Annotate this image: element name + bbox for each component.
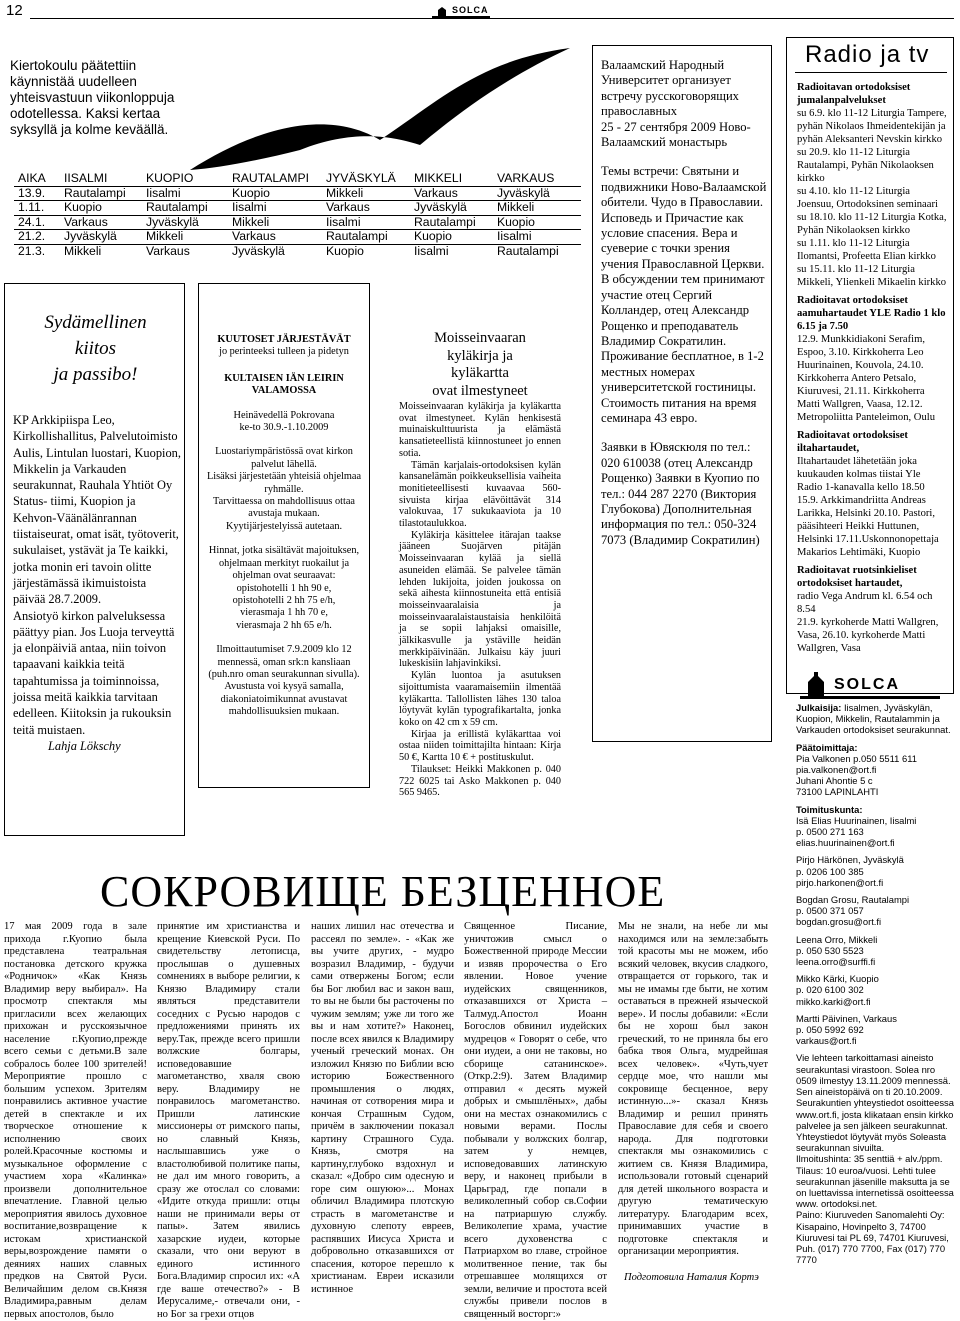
schedule-cell: Kuopio bbox=[60, 201, 142, 216]
book-title-line: Moisseinvaaran bbox=[434, 330, 526, 346]
schedule-cell: 24.1. bbox=[14, 215, 60, 230]
colophon-line: Mikko Kärki, Kuopio bbox=[796, 973, 879, 985]
valaam-box bbox=[592, 45, 772, 742]
book-title-line: kyläkartta bbox=[451, 365, 509, 381]
camp-place: Heinävedellä Pokrovana bbox=[233, 409, 335, 421]
colophon-line: p. 050 530 5523 bbox=[796, 944, 864, 956]
colophon-line: p. 0500 271 163 bbox=[796, 826, 864, 838]
book-paragraph: Kylän luontoa ja asutuksen sijoittumista vaaramaisemiin ilmentää kyläkartta. Tallollisten lähes 130 taloa löytyvät kylän typografikartalta, jonka koko on 42 cm x 59 cm. bbox=[399, 670, 561, 728]
schedule-cell: Kuopio bbox=[493, 215, 581, 230]
book-body bbox=[399, 401, 561, 799]
colophon-line: bogdan.grosu@ort.fi bbox=[796, 916, 882, 928]
camp-price: vierasmaja 2 hh 65 e/h. bbox=[236, 619, 332, 631]
header-rule bbox=[30, 18, 954, 19]
thanks-title-line: kiitos bbox=[74, 338, 117, 359]
schedule-cell: Kuopio bbox=[410, 230, 493, 245]
colophon-line: leena.orro@surffi.fi bbox=[796, 956, 876, 968]
schedule-cell: Mikkeli bbox=[228, 215, 322, 230]
radio-item: su 6.9. klo 11-12 Liturgia Tampere, pyhän Nikolaos Ihmeidentekijän ja pyhän Aleksanteri Nevskin kirkko bbox=[797, 108, 947, 145]
schedule-cell: Rautalampi bbox=[322, 230, 410, 245]
schedule-cell: Mikkeli bbox=[64, 243, 102, 258]
book-paragraph: Kirjaa ja erillistä kyläkarttaa voi ostaa niiden toimittajilta hintaan: Kirja 50 €, Kartta 10 € + postituskulut. bbox=[399, 728, 561, 764]
schedule-cell: Varkaus bbox=[322, 201, 410, 216]
schedule-cell: Rautalampi bbox=[497, 243, 559, 258]
radio-item: su 18.10. klo 11-12 Liturgia Kotka, Pyhän Nikolaoksen kirkko bbox=[797, 212, 947, 236]
book-paragraph: Tämän karjalais-ortodoksisen kylän kansanelämän poikkeuksellisia vaiheita monitieteellisesti kuvaavaa 560-sivuista kirjaa elävöittävät 314 valokuvaa, 17 sukukaaviota ja 10 tilastotaulukkoa. bbox=[399, 459, 561, 530]
thanks-title-line: ja passibo! bbox=[53, 364, 138, 385]
thanks-box bbox=[4, 283, 185, 836]
radio-heading: Radioitavat ortodoksiset iltahartaudet, bbox=[797, 430, 908, 454]
schedule-cell: 21.2. bbox=[14, 230, 60, 245]
radio-item: Iltahartaudet lähetetään joka kuukauden kolmas tiistai Yle Radio 1-kanavalla kello 18.50 bbox=[797, 456, 925, 493]
schedule-cell: Mikkeli bbox=[322, 186, 410, 201]
camp-price: vierasmaja 1 hh 70 e, bbox=[240, 607, 328, 619]
colophon-line: Pirjo Härkönen, Jyväskylä bbox=[796, 854, 904, 866]
russian-column-3: наших лишил нас отечества и рассеял по земле». - «Как же вы учите других, - мудро возразил Владимир, - будучи сами отвержены Богом; если бы Бог любил вас и закон ваш, то вы не были бы расточены по чужим землям; уже ли того же вы и нам хотите?» Наконец, после всех явился к Владимиру ученый греческий монах. Он изложил Князю по Библии всю историю Божественного промышления о людях, начиная от сотворения мира и кончая Страшным Судом, причём в заключении показал картину Страшного Суда. Князь, смотря на картину,глубоко вздохнул и сказал: «Добро сим одесную и горе сим ошуюю»... Монах обличил Владимира плотскую страсть в магометанстве и духовную слепоту евреев, распявших Иисуса Христа и добровольно отказавшихся от спасения, которое перешло к христианам. Евреи исказили истинное bbox=[311, 921, 454, 1295]
camp-text: Ilmoittautumiset 7.9.2009 klo 12 mennessä, oman srk:n kansliaan (puh.nro oman seurakunnan sivulla). bbox=[208, 644, 360, 680]
schedule-row bbox=[14, 215, 581, 230]
thanks-title-line: Sydämellinen bbox=[44, 312, 147, 333]
thanks-signature: Lahja Lökschy bbox=[48, 738, 121, 753]
camp-org-sub: jo perinteeksi tulleen ja pidetyn bbox=[219, 346, 349, 358]
colophon-note: Paino: Kiuruveden Sanomalehti Oy: Kisapaino, Hovinpelto 3, 74700 Kiuruvesi tai PL 69, 74701 Kiuruvesi, Puh. (017) 770 7700, Fax (017) 770 7770 bbox=[796, 1209, 949, 1266]
colophon-line: elias.huurinainen@ort.fi bbox=[796, 837, 895, 849]
page-number: 12 bbox=[6, 2, 23, 19]
colophon-text: Iisalmen, Jyväskylän, Kuopion, Mikkelin, Rautalammin ja Varkauden ortodoksiset seurakunnat. bbox=[796, 702, 951, 736]
schedule-header-cell: MIKKELI bbox=[410, 172, 493, 186]
colophon-line: mikko.karki@ort.fi bbox=[796, 995, 871, 1007]
radio-item: 15.9. Arkkimandriitta Andreas Larikka, Helsinki 20.10. Pastori, pääsihteeri Heikki Huttunen, Helsinki 17.11.Uskonnonopettaja Makarios Lehtimäki, Kuopio bbox=[797, 495, 939, 558]
radio-item: radio Vega Andrum kl. 6.54 och 8.54 bbox=[797, 591, 933, 615]
schedule-cell: Iisalmi bbox=[142, 186, 228, 201]
camp-dates: ke-to 30.9.-1.10.2009 bbox=[239, 422, 329, 434]
radio-content bbox=[797, 81, 948, 655]
schedule-table bbox=[14, 172, 581, 258]
valaam-text: Проживание бесплатное, в 1-2 местных номерах университетской гостиницы. Стоимость питания на время семинара 43 евро. bbox=[601, 349, 764, 425]
schedule-cell: Jyväskylä bbox=[142, 215, 228, 230]
colophon-line: Juhani Ahontie 5 c bbox=[796, 775, 873, 787]
schedule-cell: Kuopio bbox=[228, 186, 322, 201]
book-paragraph: Tilaukset: Heikki Makkonen p. 040 722 6025 tai Asko Makkonen p. 040 565 9465. bbox=[399, 763, 561, 799]
camp-org: KUUTOSET JÄRJESTÄVÄT bbox=[217, 334, 351, 345]
colophon-note: Vie lehteen tarkoittamasi aineisto seurakuntasi virastoon. Solea nro 0509 ilmestyy 13.11.2009 mennessä. Sen aineistopäivä on ti 20.10.2009. Seurakuntien yhteystiedot osoitteessa www.ort.fi, josta klikataan ensin kirkko palvelee ja sen jälkeen seurakunnat. Yhteystiedot löytyvät myös Soleasta seurakunnan sivuilta. bbox=[796, 1052, 954, 1154]
schedule-header-cell: KUOPIO bbox=[142, 172, 228, 186]
header-logo bbox=[432, 4, 490, 20]
camp-text: Luostariympäristössä ovat kirkon palvelut lähellä. bbox=[215, 446, 353, 470]
valaam-text: Темы встречи: Святыни и подвижники Ново-Валаамской обители. Чудо в Православии. Исповедь и Причастие как условие спасения. Вера и суеверие с точки зрения учения Православной Церкви. bbox=[601, 164, 767, 271]
valaam-content bbox=[601, 58, 767, 548]
camp-text: Tarvittaessa on mahdollisuus ottaa avustaja mukaan. bbox=[213, 496, 355, 520]
camp-text: Lisäksi järjestetään yhteisiä ohjelmaa ryhmälle. bbox=[206, 471, 362, 495]
schedule-cell: Mikkeli bbox=[493, 201, 581, 216]
schedule-cell: Iisalmi bbox=[493, 230, 581, 245]
radio-item: 12.9. Munkkidiakoni Serafim, Espoo, 3.10. Kirkkoherra Leo Huurinainen, Kouvola, 24.10. Kirkkoherra Antero Petsalo, Kiuruvesi, 21.11. Kirkkoherra Matti Wallgren, Vaasa, 12.12. Metropoliitta Panteleimon, Oulu bbox=[797, 334, 935, 423]
schedule-cell: 21.3. bbox=[18, 243, 46, 258]
schedule-cell: Varkaus bbox=[60, 215, 142, 230]
schedule-cell: Rautalampi bbox=[410, 215, 493, 230]
schedule-header-cell: JYVÄSKYLÄ bbox=[322, 172, 410, 186]
schedule-row bbox=[14, 201, 581, 216]
colophon-line: pia.valkonen@ort.fi bbox=[796, 764, 877, 776]
schedule-cell: Rautalampi bbox=[60, 186, 142, 201]
camp-box bbox=[198, 283, 370, 788]
colophon-line: p. 050 5992 692 bbox=[796, 1024, 864, 1036]
thanks-body-text: KP Arkkipiispa Leo, Kirkollishallitus, Palvelutoimisto Aulis, Lintulan luostari, Kuopion, Mikkelin ja Varkauden seurakunnat, Rauhala Yhtiöt Oy Status- tiimi, Kuopion ja Kehvon-Väänälänrannan tiistaiseurat, omat isät, työtoverit, sukulaiset, ystävät ja Te kaikki, jotka monin eri tavoin olitte järjestämässä ikimuistoista päivää 28.7.2009. bbox=[13, 413, 181, 607]
intro-text: Kiertokoulu päätettiin käynnistää uudelleen yhteisvastuun viikonloppuja odotellessa. Kaksi kertaa syksyllä ja kolme keväällä. bbox=[10, 58, 175, 137]
camp-text: Kyytijärjestelyissä autetaan. bbox=[225, 520, 343, 532]
russian-column-1: 17 мая 2009 года в зале прихода г.Куопио была представлена театральная постановка детского кружка «Родничок» «Как Князь Владимир веру выбирал». На просмотр спектакля мы пригласили всех желающих прихожан и русскоязычное население г.Куопио,прежде всего семьи с детьми.В зале собралось более 100 зрителей!Мероприятие прошло с большим успехом. Зрителям понравились активное участие детей в спектакле и их творческое отношение к исполнению своих ролей.Красочные костюмы и музыкальное оформление с участием хора «Калинка» произвели дополнительное впечатление. Главной целью мероприятия явилось духовное воспитание,возвращение к истокам христианской веры,возрождение памяти о деяниях наших славных предков на Святой Руси. Величайшим делом св.Князя Владимира,равным делам первых апостолов, было bbox=[4, 921, 147, 1320]
colophon-line: 73100 LAPINLAHTI bbox=[796, 786, 879, 798]
schedule-cell: Jyväskylä bbox=[232, 243, 285, 258]
valaam-text: 25 - 27 сентября 2009 Ново-Валаамский монастырь bbox=[601, 119, 751, 150]
schedule-header-row bbox=[14, 172, 581, 186]
camp-text: Hinnat, jotka sisältävät majoituksen, ohjelmaan merkityt ruokailut ja ohjelman ovat seuraavat: bbox=[208, 545, 360, 582]
book-paragraph: Moisseinvaaran kyläkirja ja kyläkartta ovat ilmestyneet. Kylän henkisestä muinaiskulttuurista ja elämästä kansatieteellistä kiinnostuneet jo ennen sotia. bbox=[399, 401, 561, 459]
colophon-line: Pia Valkonen p.050 5511 611 bbox=[796, 752, 917, 764]
schedule-cell: Jyväskylä bbox=[60, 230, 142, 245]
camp-price: opistohotelli 2 hh 75 e/h, bbox=[232, 594, 336, 606]
colophon-note: Ilmoitushinta: 35 senttiä + alv./ppm. Tilaus: 10 euroa/vuosi. Lehti tulee seurakunnan jäsenille maksutta ja se on luettavissa internetissä osoitteessa www. ortodoksi.net. bbox=[796, 1153, 954, 1210]
colophon-line: Martti Päivinen, Varkaus bbox=[796, 1012, 897, 1024]
radio-item: su 4.10. klo 11-12 Liturgia Joensuu, Ortodoksinen seminaari bbox=[797, 186, 938, 210]
camp-title: VALAMOSSA bbox=[251, 385, 317, 397]
schedule-cell: Jyväskylä bbox=[410, 201, 493, 216]
schedule-cell: Iisalmi bbox=[228, 201, 322, 216]
valaam-text: Валаамский Народный Университет организует встречу русскоговорящих православных bbox=[601, 58, 739, 119]
thanks-body-text: Ansiotyö kirkon palveluksessa päättyy pian. Jos Luoja terveyttä ja elonpäiviä antaa, niin toivon tapaavani kaikkia teitä tapahtumissa ja toiminnoissa, joissa meitä kaikkia tarvitaan edelleen. Kiitoksin ja rukouksin teitä muistaen. bbox=[13, 608, 175, 737]
radio-heading: Radioitavat ruotsinkieliset ortodoksiset hartaudet, bbox=[797, 565, 917, 589]
schedule-cell: Kuopio bbox=[326, 243, 364, 258]
schedule-cell: Jyväskylä bbox=[493, 186, 581, 201]
colophon-line: p. 020 6100 302 bbox=[796, 984, 864, 996]
camp-text: Avustusta voi kysyä samalla, diakoniatoimikunnat avustavat mahdollisuuksien mukaan. bbox=[220, 681, 348, 718]
schedule-cell: 1.11. bbox=[14, 201, 60, 216]
book-title bbox=[399, 330, 561, 400]
schedule-row bbox=[14, 244, 581, 258]
russian-signature: Подготовила Наталия Кортэ bbox=[624, 1272, 759, 1283]
schedule-cell: Mikkeli bbox=[142, 230, 228, 245]
book-title-line: ovat ilmestyneet bbox=[432, 382, 528, 399]
russian-column-2: принятие им христианства и крещение Киевской Руси. По свидетельству летописца, прослышав о душевных сомнениях в выборе религии, к Князю Владимиру стали являться представители соседних с Русью народов с предложениями принять их веру.Так, прежде всего пришли волжские болгары, исповедовавшие магометанство, хвaля свою веру. Владимиру не понравилось магометанство. Пришли латинские миссионеры от римского папы, но славный Князь, наслышавшись уже о властолюбивой политике папы, не дал им много говорить, а сразу же отослал со словами: «Идите откуда пришли: отцы наши не принимали веры от папы». Затем явились хазарские иудеи, которые сказали, что они веруют в единого истинного Бога.Владимир спросил их: «А где ваше отечество?» - В Иерусалиме,- отвечали они, - но Бог за грехи отцов bbox=[157, 921, 300, 1320]
radio-item: su 15.11. klo 11-12 Liturgia Mikkeli, Ylienkeli Mikaelin kirkko bbox=[797, 264, 947, 288]
radio-item: su 1.11. klo 11-12 Liturgia Ilomantsi, Profeetta Elian kirkko bbox=[797, 238, 936, 262]
schedule-row bbox=[14, 186, 581, 201]
schedule-header-cell: IISALMI bbox=[60, 172, 142, 186]
thanks-title bbox=[13, 310, 178, 388]
schedule-header-cell: VARKAUS bbox=[493, 172, 581, 186]
schedule-cell: Rautalampi bbox=[142, 201, 228, 216]
colophon-line: Leena Orro, Mikkeli bbox=[796, 933, 878, 945]
camp-content bbox=[203, 334, 365, 719]
schedule-cell: 13.9. bbox=[14, 186, 60, 201]
schedule-cell: Varkaus bbox=[146, 243, 190, 258]
decorative-swoosh-icon bbox=[180, 40, 580, 175]
camp-price: opistohotelli 1 hh 90 e, bbox=[236, 582, 332, 594]
schedule-header-cell: AIKA bbox=[14, 172, 60, 186]
colophon-label: Päätoimittaja: bbox=[796, 741, 858, 753]
colophon-line: Isä Elias Huurinainen, Iisalmi bbox=[796, 814, 917, 826]
russian-column-5: Мы не знали, на небе ли мы находимся или на земле:забыть той красоты мы не можем, ибо всякий человек, вкусив сладкого, отвращается от горького, так и мы не имамы где быти, не хотим оставаться в прежней языческой вере». И послы добавили: «Если бы не хорош был закон греческий, то не приняла бы его бабка твоя Ольга, мудрейшая всех человек». «Чуть,чует сердце мое, что нашли мы сокровище бесценное, веру истинную...»- сказал Князь Владимир и решил принять Православие для себя и своего народа. Для подготовки спектакля мы ознакомились с житием св. Князя Владимира, использовали готовый сценарий для детей школьного возраста и другую тематическую литературу. Благодарим всех, принимавших участие в подготовке спектакля и организации мероприятия. bbox=[618, 921, 768, 1257]
book-title-line: kyläkirja ja bbox=[447, 347, 513, 364]
colophon-label: Toimituskunta: bbox=[796, 803, 863, 815]
valaam-text: В обсуждении тем принимают участие отец Сергий Колландер, отец Александр Рощенко и преподаватель Владимир Сократилин. bbox=[601, 272, 765, 348]
colophon-line: varkaus@ort.fi bbox=[796, 1035, 857, 1047]
colophon-line: Bogdan Grosu, Rautalampi bbox=[796, 894, 910, 906]
colophon bbox=[796, 702, 954, 1265]
camp-title: KULTAISEN IÄN LEIRIN bbox=[224, 372, 344, 384]
radio-title: Radio ja tv bbox=[805, 41, 930, 68]
radio-heading: Radioitavan ortodoksiset jumalanpalvelukset bbox=[797, 82, 911, 106]
schedule-cell: Varkaus bbox=[410, 186, 493, 201]
book-article bbox=[399, 330, 561, 799]
radio-item: su 20.9. klo 11-12 Liturgia Rautalampi, Pyhän Nikolaoksen kirkko bbox=[797, 147, 934, 184]
colophon-line: p. 0206 100 385 bbox=[796, 865, 864, 877]
book-paragraph: Kyläkirja käsittelee itärajan taakse jääneen Suojärven pitäjän Moisseinvaaran kylää ja siellä asuneiden elämää. Se palvelee tämän lehden lukijoita, joiden joukossa on sekä aihesta kiinnostuneita että entisiä moisseinvaaralaisia ja moisseinvaaralaistaustaisia henkilöitä ja se sopii lahjaksi omaisille, jälkikasvulle ja ystäville heidän merkkipäivinään. Julkaisu käy juuri lukeskisiin lahjavinkiksi. bbox=[399, 529, 561, 670]
colophon-line: p. 0500 371 057 bbox=[796, 905, 864, 917]
radio-heading: Radioitavat ortodoksiset aamuhartaudet YLE Radio 1 klo 6.15 ja 7.50 bbox=[797, 295, 946, 332]
colophon-label: Julkaisija: bbox=[796, 702, 842, 713]
schedule-cell: Varkaus bbox=[228, 230, 322, 245]
radio-title-rule bbox=[795, 72, 947, 73]
thanks-body bbox=[13, 412, 181, 754]
schedule-row bbox=[14, 230, 581, 245]
radio-box bbox=[786, 37, 954, 694]
colophon-logo-text: SOLCA bbox=[834, 676, 900, 693]
radio-item: 21.9. kyrkoherde Matti Wallgren, Vasa, 26.10. kyrkoherde Matti Wallgren, Vasa bbox=[797, 617, 939, 654]
header-logo-text: SOLCA bbox=[452, 5, 489, 15]
schedule-cell: Iisalmi bbox=[322, 215, 410, 230]
russian-column-4: Священное Писание, уничтожив смысл о Божественной природе Мессии и извяв пророчества о Его явлении. Новое учение иудейских священников, отказавшихся от Христа – Талмуд.Апостол Иоанн Богослов обвинил иудейских мудрецов « Говорят о себе, что они иудеи, а они не таковы, но сборище сатанинское».(Откр.2:9). Затем Владимир отправил « десять мужей добрых и смышлёных», дабы они на местах ознакомились с новыми верами. Послы побывали у волжских болгар, затем у немцев, исповедовавших латинскую веру, и наконец прибыли в Царьград, где попали в великолепный собор св.Софии на патриаршую службу. Великолепие храма, участие всего духовенства с Патриархом во главе, стройное молитвенное пение, так бы отрешавшее молящихся от земли, величие и простота всей службы привели послов в священный восторг:» bbox=[464, 921, 607, 1320]
colophon-line: pirjo.harkonen@ort.fi bbox=[796, 876, 884, 888]
valaam-text: Заявки в Ювяскюля по тел.: 020 610038 (отец Александр Рощенко) Заявки в Куопио по тел.: 044 287 2270 (Виктория Глубокова) Дополнительная информация по тел.: 050-324 7073 (Владимир Сократилин) bbox=[601, 440, 760, 547]
schedule-cell: Iisalmi bbox=[414, 243, 449, 258]
russian-headline: СОКРОВИЩЕ БЕЗЦЕННОЕ bbox=[100, 867, 666, 916]
schedule-header-cell: RAUTALAMPI bbox=[228, 172, 322, 186]
